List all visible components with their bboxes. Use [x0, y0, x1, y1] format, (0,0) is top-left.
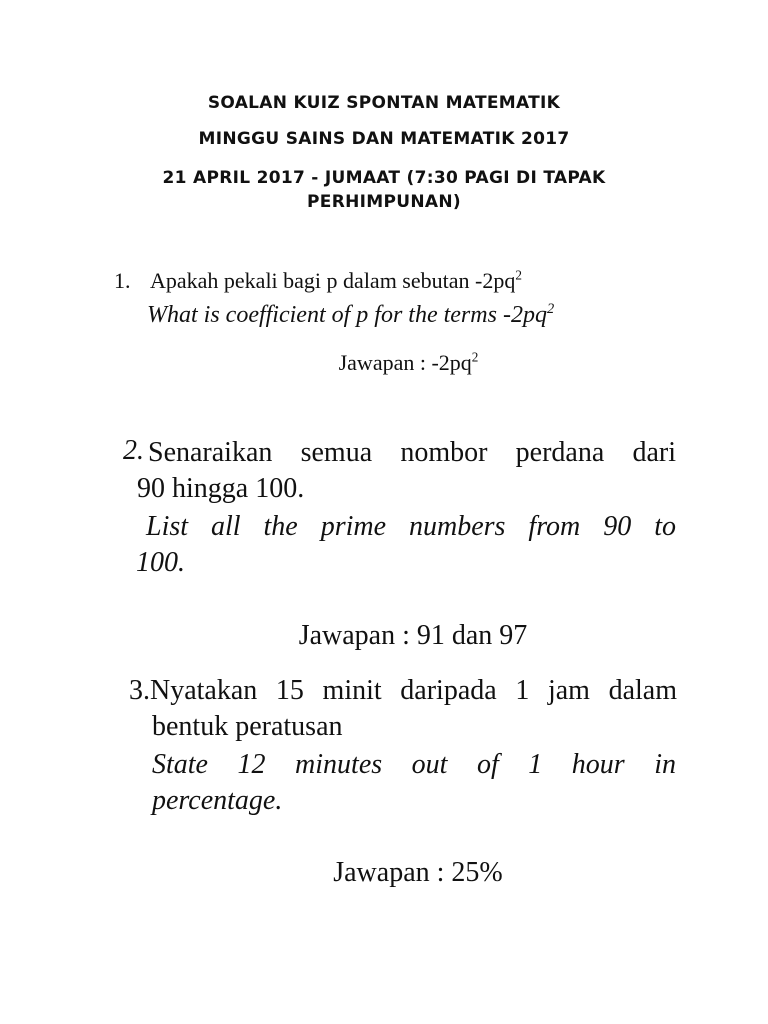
- event-date-line1: 21 APRIL 2017 - JUMAAT (7:30 PAGI DI TAPAK: [162, 168, 606, 188]
- question-2-english-line1: List all the prime numbers from 90 to: [146, 511, 676, 542]
- question-2-english-line2: 100.: [136, 547, 185, 578]
- event-date: [0, 166, 768, 214]
- question-3-malay-line2: bentuk peratusan: [152, 711, 343, 742]
- question-2-number: 2.: [123, 435, 144, 466]
- event-date-line2: PERHIMPUNAN): [307, 192, 461, 212]
- question-3-english-line2: percentage.: [152, 785, 283, 816]
- question-1-answer: Jawapan : $-2pq^2$: [338, 349, 479, 375]
- question-2-malay-line2: 90 hingga 100.: [137, 473, 305, 504]
- question-3-english-line1: State 12 minutes out of 1 hour in: [152, 749, 676, 780]
- page-subtitle: MINGGU SAINS DAN MATEMATIK 2017: [198, 129, 570, 149]
- question-3-answer: Jawapan : 25%: [333, 857, 503, 888]
- question-3-malay-line1: 3.Nyatakan 15 minit daripada 1 jam dalam: [129, 675, 677, 706]
- page-title: SOALAN KUIZ SPONTAN MATEMATIK: [207, 93, 561, 113]
- question-1-number: 1.: [114, 268, 131, 293]
- question-1-malay: Apakah pekali bagi p dalam sebutan $-2pq^2$: [150, 267, 522, 293]
- question-2-malay-line1: Senaraikan semua nombor perdana dari: [148, 437, 676, 468]
- question-2-answer: Jawapan : 91 dan 97: [298, 620, 528, 651]
- question-1-english: What is coefficient of p for the terms $-2pq^2$: [147, 301, 555, 328]
